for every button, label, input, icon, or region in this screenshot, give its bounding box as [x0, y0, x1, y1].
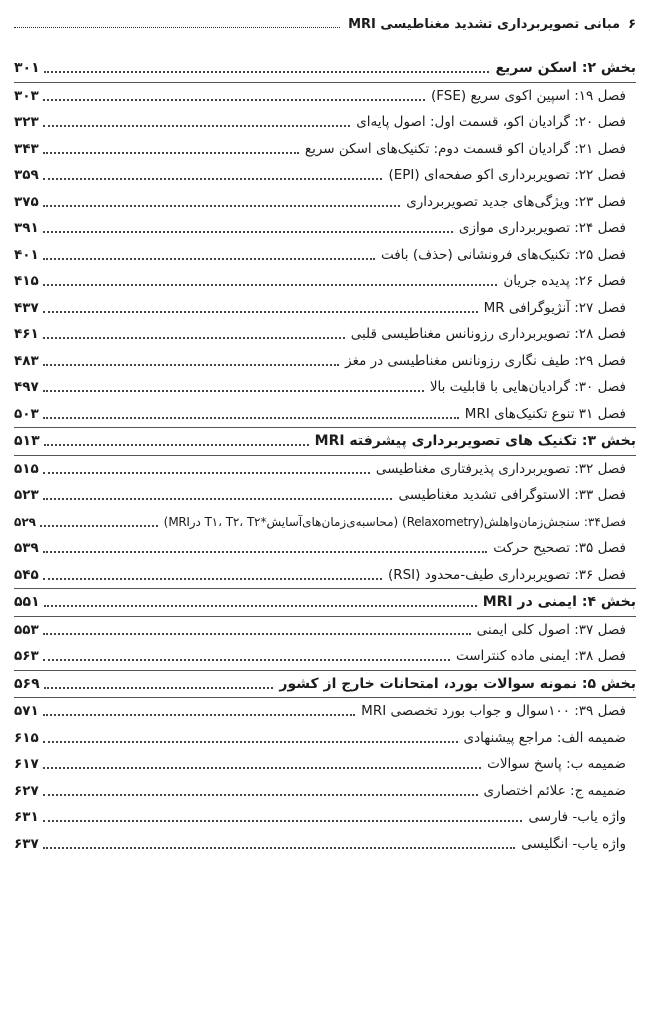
chapter-title: فصل ۳۶: تصویربرداری طیف-محدود (RSI): [387, 566, 626, 583]
dot-leader: [43, 311, 478, 313]
chapter-title: واژه یاب- انگلیسی: [521, 835, 626, 852]
toc-page-number: ۳۴۳: [14, 140, 39, 157]
toc-entry-row: [14, 535, 636, 562]
chapter-title: فصل ۲۳: ویژگی‌های جدید تصویربرداری: [406, 193, 626, 210]
toc-page-number: ۴۹۷: [14, 379, 39, 396]
chapter-title: فصل ۲۷: آنژیوگرافی MR: [483, 299, 626, 316]
chapter-title: فصل ۳۸: ایمنی ماده کنتراست: [455, 648, 626, 665]
dot-leader: [43, 125, 350, 127]
toc-page-number: ۵۵۳: [14, 621, 39, 638]
toc-entry-row: [14, 751, 636, 778]
toc-page-number: ۵۳۹: [14, 540, 39, 557]
chapter-title: فصل ۲۲: تصویربرداری اکو صفحه‌ای (EPI): [388, 167, 626, 184]
toc-entry-row: [14, 401, 636, 428]
toc-page-number: ۶۱۵: [14, 729, 39, 746]
chapter-title: فصل ۳۳: الاستوگرافی تشدید مغناطیسی: [398, 487, 626, 504]
toc-entry-row: [14, 698, 636, 725]
dot-leader: [43, 152, 299, 154]
toc-entry-row: [14, 778, 636, 805]
page-number: ۶: [628, 17, 636, 32]
chapter-title: ضمیمه ب: پاسخ سوالات: [487, 756, 626, 773]
toc-entry-row: [14, 109, 636, 136]
toc-page-number: ۶۳۱: [14, 809, 39, 826]
toc-entry-row: [14, 295, 636, 322]
chapter-title: ضمیمه الف: مراجع پیشنهادی: [463, 729, 626, 746]
dot-leader: [43, 390, 424, 392]
dot-leader: [43, 178, 383, 180]
chapter-title: فصل ۲۶: پدیده جریان: [503, 273, 626, 290]
section-title: بخش ۴: ایمنی در MRI: [482, 594, 636, 611]
toc-section-row: [14, 588, 636, 617]
dot-leader: [43, 231, 453, 233]
dot-leader: [43, 578, 382, 580]
toc-page-number: ۵۷۱: [14, 703, 39, 720]
dot-leader: [43, 551, 487, 553]
toc-section-row: [14, 670, 636, 699]
chapter-title: فصل ۳۷: اصول کلی ایمنی: [476, 621, 626, 638]
toc-page-number: ۴۳۷: [14, 299, 39, 316]
chapter-title: فصل ۲۴: تصویربرداری موازی: [458, 220, 626, 237]
toc-page-number: ۳۰۳: [14, 87, 39, 104]
chapter-title: ضمیمه ج: علائم اختصاری: [483, 782, 626, 799]
running-title: مبانی تصویربرداری تشدید مغناطیسی MRI: [348, 17, 621, 32]
toc-entry-row: [14, 374, 636, 401]
dot-leader: [44, 687, 274, 689]
dot-leader: [43, 337, 345, 339]
toc-page-number: ۵۶۳: [14, 648, 39, 665]
toc-page-number: ۵۱۵: [14, 460, 39, 477]
toc-page-number: ۵۱۳: [14, 433, 40, 450]
toc-page-number: ۵۲۹: [14, 514, 36, 529]
toc-entry-row: [14, 189, 636, 216]
toc-page-number: ۳۰۱: [14, 60, 40, 77]
dot-leader: [43, 99, 425, 101]
dot-leader: [43, 847, 516, 849]
toc-entry-row: [14, 215, 636, 242]
chapter-title: فصل ۲۱: گرادیان اکو قسمت دوم: تکنیک‌های اسکن سریع: [304, 140, 626, 157]
toc-page-number: ۵۶۹: [14, 675, 40, 692]
toc-entry-row: [14, 162, 636, 189]
dot-leader: [43, 498, 393, 500]
toc-page-number: ۵۲۳: [14, 487, 39, 504]
toc-entry-row: [14, 83, 636, 110]
dot-leader: [44, 444, 309, 446]
toc-entry-row: [14, 268, 636, 295]
chapter-title: فصل ۳۲: تصویربرداری پذیرفتاری مغناطیسی: [375, 460, 626, 477]
toc-section-row: [14, 427, 636, 456]
toc-entry-row: [14, 509, 636, 536]
section-title: بخش ۵: نمونه سوالات بورد، امتحانات خارج از کشور: [279, 675, 636, 692]
toc-page-number: ۶۲۷: [14, 782, 39, 799]
toc-page-number: ۴۸۳: [14, 352, 39, 369]
toc-page-number: ۴۰۱: [14, 246, 39, 263]
toc-entry-row: [14, 804, 636, 831]
running-header: [14, 0, 636, 32]
dot-leader: [43, 714, 355, 716]
toc-page-number: ۴۱۵: [14, 273, 39, 290]
toc-entry-row: [14, 242, 636, 269]
toc-page-number: ۵۵۱: [14, 594, 40, 611]
chapter-title: فصل ۳۰: گرادیان‌هایی با قابلیت بالا: [429, 379, 626, 396]
toc-entry-row: [14, 136, 636, 163]
toc-entry-row: [14, 482, 636, 509]
dot-leader: [43, 284, 498, 286]
toc-page-number: ۶۱۷: [14, 756, 39, 773]
toc-page-number: ۳۵۹: [14, 167, 39, 184]
dot-leader: [43, 659, 450, 661]
toc-entry-row: [14, 456, 636, 483]
dot-leader: [43, 258, 375, 260]
section-title: بخش ۲: اسکن سریع: [495, 60, 636, 77]
toc-entry-row: [14, 725, 636, 752]
toc-page-number: ۶۳۷: [14, 835, 39, 852]
dot-leader: [43, 205, 400, 207]
chapter-title: فصل ۳۱ تنوع تکنیک‌های MRI: [464, 405, 626, 422]
toc-section-row: [14, 55, 636, 83]
toc-entry-row: [14, 643, 636, 670]
dot-leader: [43, 741, 458, 743]
dot-leader: [43, 633, 471, 635]
toc-page-number: ۳۲۳: [14, 114, 39, 131]
chapter-title: واژه یاب- فارسی: [528, 809, 626, 826]
chapter-title: فصل ۲۵: تکنیک‌های فرونشانی (حذف) بافت: [380, 246, 626, 263]
toc-entry-row: [14, 617, 636, 644]
dot-leader: [43, 820, 523, 822]
toc-entry-row: [14, 562, 636, 589]
dot-leader: [44, 71, 490, 73]
toc-page-number: ۳۹۱: [14, 220, 39, 237]
dot-leader: [43, 472, 370, 474]
dot-leader: [43, 364, 339, 366]
table-of-contents: [14, 55, 636, 857]
dot-leader: [43, 794, 478, 796]
section-title: بخش ۳: تکنیک های تصویربرداری پیشرفته MRI: [314, 433, 636, 450]
dot-leader: [43, 767, 481, 769]
toc-entry-row: [14, 321, 636, 348]
chapter-title: فصل ۲۹: طیف نگاری رزونانس مغناطیسی در مغز: [345, 352, 626, 369]
toc-page-number: ۴۶۱: [14, 326, 39, 343]
toc-page-number: ۵۴۵: [14, 566, 39, 583]
dot-leader: [43, 417, 459, 419]
chapter-title: فصل ۳۵: تصحیح حرکت: [493, 540, 626, 557]
header-rule: [14, 27, 340, 28]
chapter-title: فصل ۲۸: تصویربرداری رزونانس مغناطیسی قلبی: [350, 326, 626, 343]
dot-leader: [40, 525, 158, 527]
dot-leader: [44, 605, 477, 607]
chapter-title: فصل ۳۹: ۱۰۰سوال و جواب بورد تخصصی MRI: [361, 703, 626, 720]
chapter-title: فصل ۲۰: گرادیان اکو، قسمت اول: اصول پایه‌ای: [356, 114, 626, 131]
toc-entry-row: [14, 348, 636, 375]
chapter-title: فصل ۱۹: اسپین اکوی سریع (FSE): [430, 87, 626, 104]
chapter-title: فصل۳۴: سنجش‌زمان‌واهلش(Relaxometry) (محاسبه‌ی‌زمان‌های‌آسایش*T۱، T۲، T۲ درMRI): [163, 514, 626, 529]
toc-entry-row: [14, 831, 636, 858]
toc-page-number: ۵۰۳: [14, 405, 39, 422]
toc-page-number: ۳۷۵: [14, 193, 39, 210]
